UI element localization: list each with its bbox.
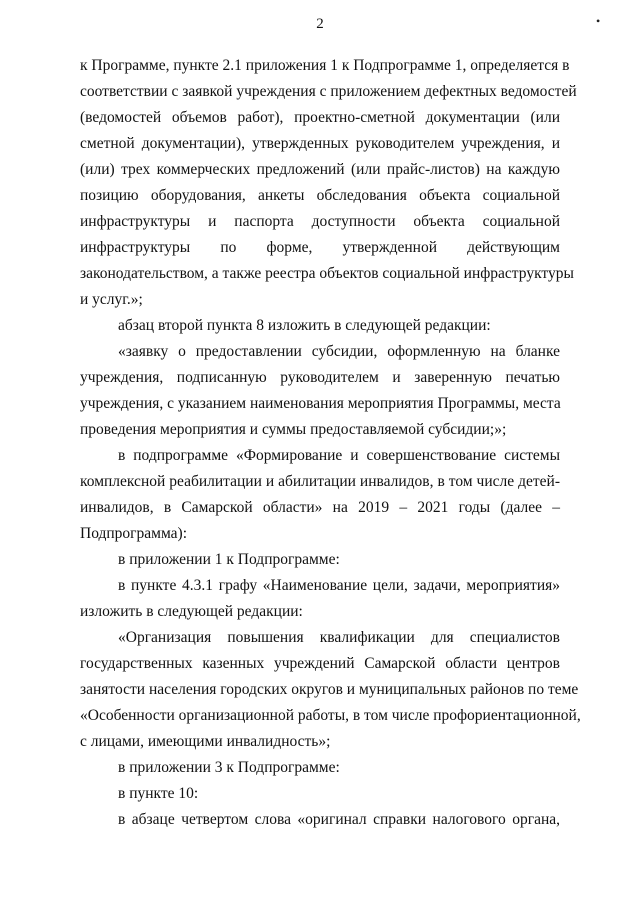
text-line: учреждения, с указанием наименования мероприятия Программы, места: [80, 395, 561, 412]
text-line: «Организация повышения квалификации для специалистов: [118, 629, 560, 646]
text-line: к Программе, пункте 2.1 приложения 1 к Подпрограмме 1, определяется в: [80, 57, 570, 74]
text-line: в приложении 1 к Подпрограмме:: [118, 551, 340, 568]
text-line: инвалидов, в Самарской области» на 2019 – 2021 годы (далее –: [80, 499, 560, 516]
text-line: позицию оборудования, анкеты обследования объекта социальной: [80, 187, 560, 204]
text-line: «Особенности организационной работы, в том числе профориентационной,: [80, 707, 581, 724]
text-line: в приложении 3 к Подпрограмме:: [118, 759, 340, 776]
text-line: абзац второй пункта 8 изложить в следующей редакции:: [118, 317, 491, 334]
text-line: (ведомостей объемов работ), проектно-сметной документации (или: [80, 109, 560, 126]
text-line: с лицами, имеющими инвалидность»;: [80, 733, 331, 750]
text-line: занятости населения городских округов и муниципальных районов по теме: [80, 681, 579, 698]
text-line: инфраструктуры по форме, утвержденной действующим: [80, 239, 560, 256]
page-number: 2: [316, 16, 324, 32]
text-line: сметной документации), утвержденных руководителем учреждения, и: [80, 135, 560, 152]
text-line: в абзаце четвертом слова «оригинал справки налогового органа,: [118, 811, 560, 828]
text-line: в подпрограмме «Формирование и совершенствование системы: [118, 447, 560, 464]
text-line: Подпрограмма):: [80, 525, 188, 542]
text-line: соответствии с заявкой учреждения с приложением дефектных ведомостей: [80, 83, 577, 100]
text-line: в пункте 4.3.1 графу «Наименование цели, задачи, мероприятия»: [118, 577, 560, 594]
text-line: и услуг.»;: [80, 291, 143, 308]
text-line: проведения мероприятия и суммы предоставляемой субсидии;»;: [80, 421, 507, 438]
text-line: «заявку о предоставлении субсидии, оформленную на бланке: [118, 343, 560, 360]
text-line: изложить в следующей редакции:: [80, 603, 303, 620]
text-line: (или) трех коммерческих предложений (или прайс-листов) на каждую: [80, 161, 560, 178]
text-line: учреждения, подписанную руководителем и заверенную печатью: [80, 369, 560, 386]
text-line: в пункте 10:: [118, 785, 199, 802]
margin-mark: •: [596, 14, 601, 28]
text-line: законодательством, а также реестра объектов социальной инфраструктуры: [80, 265, 574, 282]
text-line: государственных казенных учреждений Самарской области центров: [80, 655, 560, 672]
text-line: комплексной реабилитации и абилитации инвалидов, в том числе детей-: [80, 473, 560, 490]
text-line: инфраструктуры и паспорта доступности объекта социальной: [80, 213, 560, 230]
